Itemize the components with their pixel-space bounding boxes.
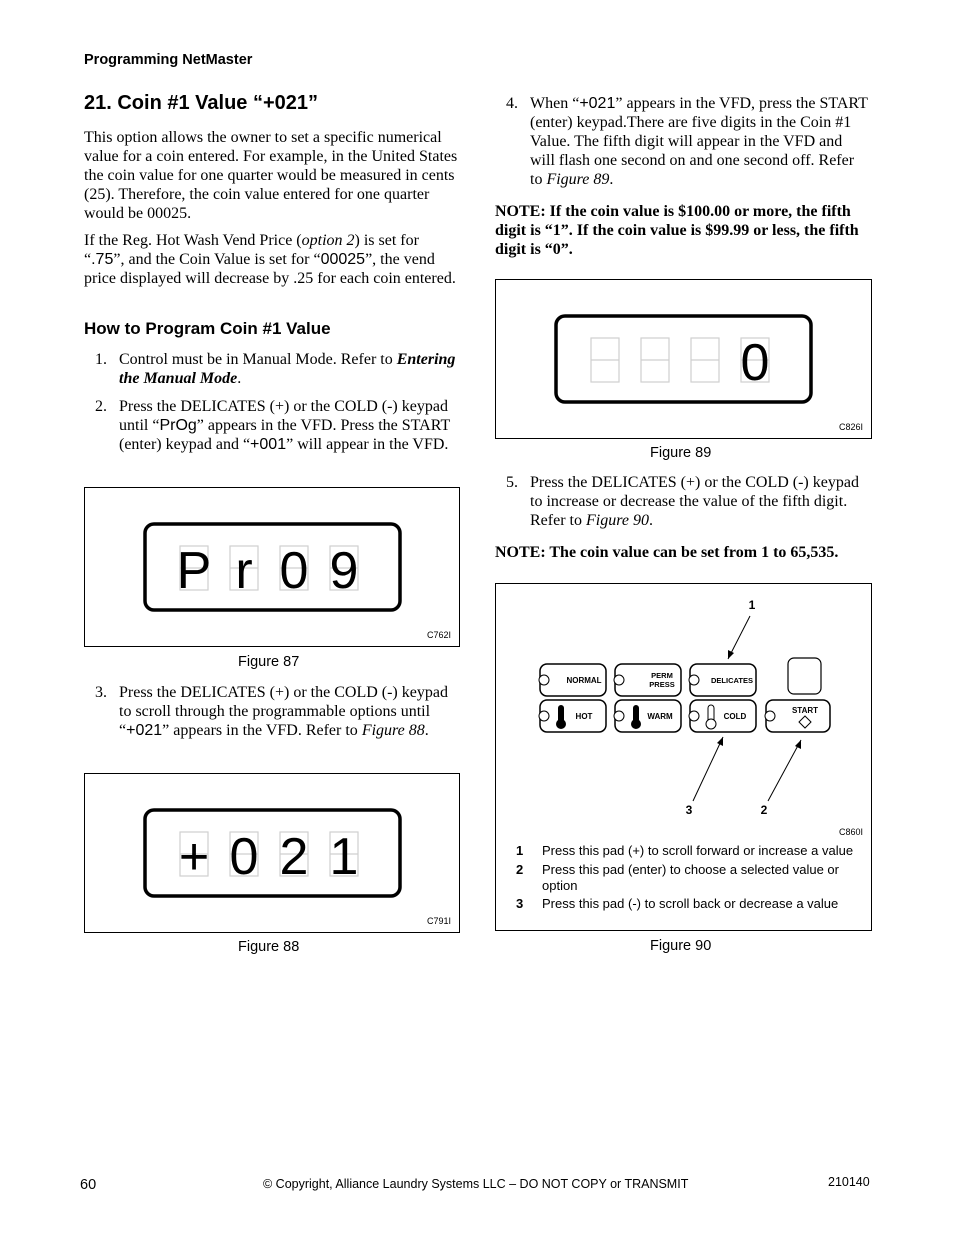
step-4: 4. When “+021” appears in the VFD, press the START (enter) keypad.There are five digits in the Coin #1 Value. The fifth digit will appear in the VFD and will flash one second on and one second off. Refer to Figure 89. bbox=[506, 95, 868, 188]
figure-90-caption: Figure 90 bbox=[650, 938, 712, 954]
vfd-digit: 1 bbox=[329, 828, 359, 886]
legend-item: 1 Press this pad (+) to scroll forward or increase a value bbox=[516, 843, 854, 858]
note-fifth-digit: NOTE: If the coin value is $100.00 or more, the fifth digit is “1”. If the coin value is $99.99 or less, the fifth digit is “0”. bbox=[495, 203, 859, 258]
document-number: 210140 bbox=[828, 1175, 870, 1189]
keypad-diagram bbox=[496, 584, 871, 834]
page-number: 60 bbox=[80, 1177, 97, 1193]
key-hot bbox=[539, 700, 606, 732]
svg-text:DELICATES: DELICATES bbox=[711, 676, 753, 685]
vfd-digit: 0 bbox=[279, 542, 309, 600]
step-3: 3. Press the DELICATES (+) or the COLD (-) keypad to scroll through the programmable options until “+021” appears in the VFD. Refer to Figure 88. bbox=[95, 684, 448, 739]
svg-text:WARM: WARM bbox=[647, 712, 673, 721]
key-normal bbox=[539, 664, 606, 696]
vfd-digit: 9 bbox=[329, 542, 359, 600]
intro-paragraph: This option allows the owner to set a specific numerical value for a coin entered. For example, in the United States the coin value for one quarter would be measured in cents (25). Therefore, the coin value entered for one quarter would be 00025. bbox=[84, 129, 458, 222]
vfd-digit: 0 bbox=[740, 334, 770, 392]
figure-88-caption: Figure 88 bbox=[238, 939, 300, 955]
figure-89 bbox=[495, 279, 872, 439]
figure-89-caption: Figure 89 bbox=[650, 445, 712, 461]
key-delicates bbox=[689, 664, 756, 696]
key-start bbox=[765, 700, 830, 732]
running-header: Programming NetMaster bbox=[84, 52, 253, 68]
vfd-display-88 bbox=[85, 774, 459, 932]
vfd-digit: 0 bbox=[229, 828, 259, 886]
copyright-notice: © Copyright, Alliance Laundry Systems LLC – DO NOT COPY or TRANSMIT bbox=[263, 1177, 689, 1191]
svg-text:START: START bbox=[791, 706, 819, 715]
subheading: How to Program Coin #1 Value bbox=[84, 319, 331, 338]
key-warm bbox=[614, 700, 681, 732]
step-1: 1. Control must be in Manual Mode. Refer to Entering the Manual Mode. bbox=[95, 351, 456, 387]
figure-87 bbox=[84, 487, 460, 647]
note-coin-range: NOTE: The coin value can be set from 1 to 65,535. bbox=[495, 544, 839, 561]
figure-90 bbox=[495, 583, 872, 931]
section-title: 21. Coin #1 Value “+021” bbox=[84, 92, 319, 114]
blank-key bbox=[788, 658, 821, 694]
callout-1: 1 bbox=[748, 598, 756, 612]
svg-text:PRESS: PRESS bbox=[649, 680, 675, 689]
step-2: 2. Press the DELICATES (+) or the COLD (-) keypad until “PrOg” appears in the VFD. Press the START (enter) keypad and “+001” will appear in the VFD. bbox=[95, 398, 450, 453]
figure-code: C826I bbox=[838, 422, 863, 432]
svg-text:COLD: COLD bbox=[723, 712, 747, 721]
svg-text:NORMAL: NORMAL bbox=[566, 676, 602, 685]
figure-88 bbox=[84, 773, 460, 933]
figure-code: C762I bbox=[426, 630, 451, 640]
vfd-display-89 bbox=[496, 280, 871, 438]
svg-text:PERM: PERM bbox=[651, 671, 673, 680]
vfd-display-87 bbox=[85, 488, 459, 646]
vfd-digit: 2 bbox=[279, 828, 309, 886]
callout-3: 3 bbox=[685, 803, 693, 817]
legend-item: 2 Press this pad (enter) to choose a selected value or option bbox=[516, 862, 839, 893]
legend-item: 3 Press this pad (-) to scroll back or decrease a value bbox=[516, 896, 839, 911]
key-cold bbox=[689, 700, 756, 732]
figure-code: C791I bbox=[426, 916, 451, 926]
figure-code: C860I bbox=[838, 827, 863, 837]
step-5: 5. Press the DELICATES (+) or the COLD (-) keypad to increase or decrease the value of the fifth digit. Refer to Figure 90. bbox=[506, 474, 859, 529]
figure-87-caption: Figure 87 bbox=[238, 654, 300, 670]
key-perm-press bbox=[614, 664, 681, 696]
vend-price-paragraph: If the Reg. Hot Wash Vend Price (option 2) is set for “.75”, and the Coin Value is set for “00025”, the vend price displayed will decrease by .25 for each coin entered. bbox=[84, 232, 456, 287]
svg-text:HOT: HOT bbox=[575, 712, 593, 721]
vfd-digit: + bbox=[178, 828, 210, 886]
callout-2: 2 bbox=[760, 803, 768, 817]
vfd-digit: P bbox=[176, 542, 212, 600]
vfd-digit: r bbox=[235, 542, 253, 600]
